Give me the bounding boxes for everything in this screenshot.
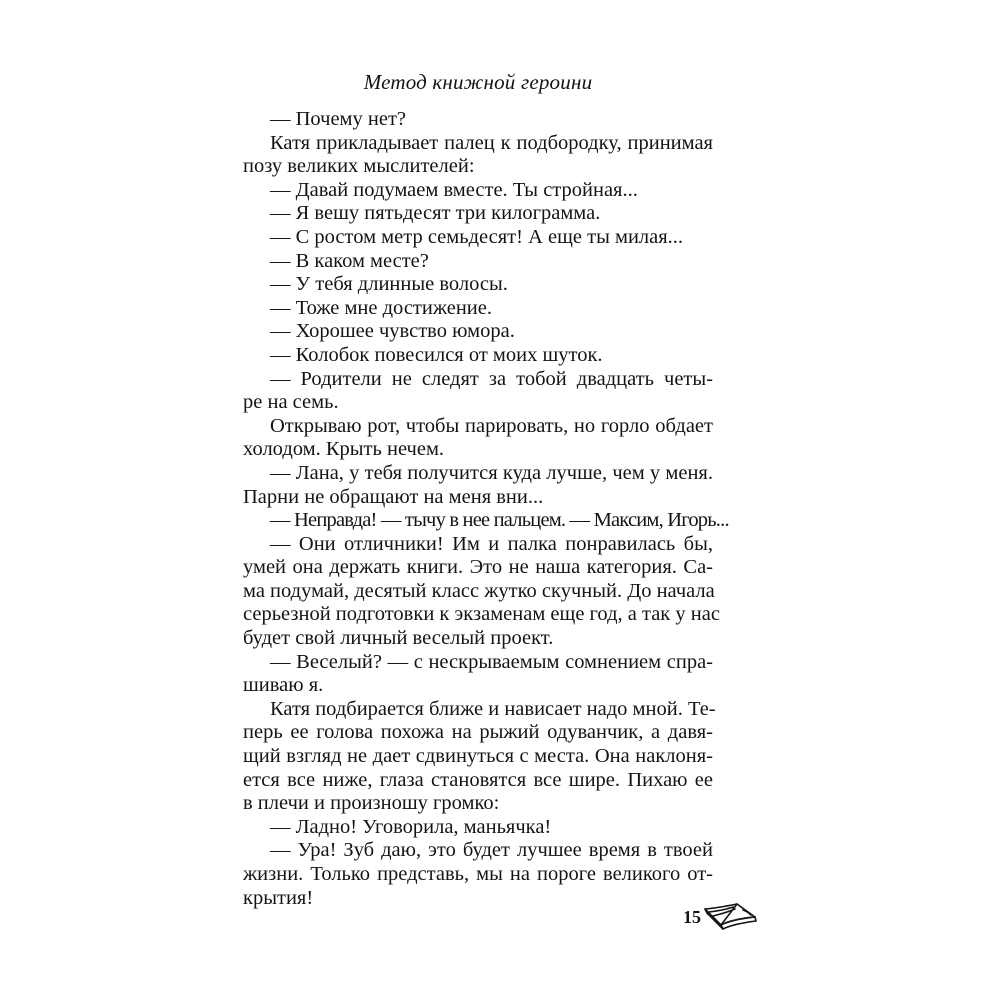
text-line: — У тебя длинные волосы. (270, 273, 508, 296)
text-line: — Неправда! — тычу в нее пальцем. — Максим, Игорь... (270, 509, 729, 532)
text-line: в плечи и произношу громко: (243, 792, 500, 815)
text-line: ре на семь. (243, 391, 339, 414)
running-head: Метод книжной героини (363, 70, 593, 94)
text-line: Катя прикладывает палец к подбородку, принимая (270, 131, 713, 154)
text-line: — Колобок повесился от моих шуток. (270, 343, 603, 366)
page-number: 15 (683, 907, 701, 927)
text-line: серьезной подготовки к экзаменам еще год, а так у нас (243, 603, 720, 626)
text-line: — С ростом метр семьдесят! А еще ты милая... (270, 225, 684, 248)
text-line: ма подумай, десятый класс жутко скучный. До начала (243, 579, 715, 602)
text-line: Открываю рот, чтобы парировать, но горло обдает (270, 414, 713, 437)
text-line: жизни. Только представь, мы на пороге великого от- (243, 863, 713, 885)
text-line: — Хорошее чувство юмора. (270, 320, 515, 343)
text-line: — Ура! Зуб даю, это будет лучшее время в твоей (270, 839, 713, 862)
text-line: холодом. Крыть нечем. (243, 438, 445, 461)
open-book-icon (703, 900, 757, 930)
text-line: Катя подбирается ближе и нависает надо мной. Те- (270, 697, 716, 720)
text-line: щий взгляд не дает сдвинуться с места. Она наклоня- (243, 745, 713, 768)
text-line: будет свой личный веселый проект. (243, 627, 554, 650)
text-line: — Давай подумаем вместе. Ты стройная... (270, 178, 638, 201)
text-line: шиваю я. (243, 674, 324, 697)
text-line: — Ладно! Уговорила, маньячка! (270, 815, 552, 838)
text-line: — Родители не следят за тобой двадцать четы- (270, 367, 713, 390)
text-line: — Веселый? — с нескрываемым сомнением спра- (270, 650, 713, 673)
text-line: крытия! (243, 886, 314, 909)
text-line: — Они отличники! Им и палка понравилась бы, (270, 532, 713, 555)
text-line: — Лана, у тебя получится куда лучше, чем у меня. (270, 461, 713, 484)
text-line: перь ее голова похожа на рыжий одуванчик, а давя- (243, 721, 713, 744)
text-line: ется все ниже, глаза становятся все шире. Пихаю ее (243, 768, 713, 791)
text-line: позу великих мыслителей: (243, 155, 475, 178)
text-line: — Почему нет? (270, 108, 407, 130)
text-line: — Тоже мне достижение. (270, 296, 493, 319)
text-line: — Я вешу пятьдесят три килограмма. (270, 202, 601, 225)
text-line: Парни не обращают на меня вни... (243, 485, 544, 508)
text-line: — В каком месте? (270, 249, 429, 272)
text-line: умей она держать книги. Это не наша категория. Са- (243, 556, 713, 579)
body-text (243, 108, 729, 910)
